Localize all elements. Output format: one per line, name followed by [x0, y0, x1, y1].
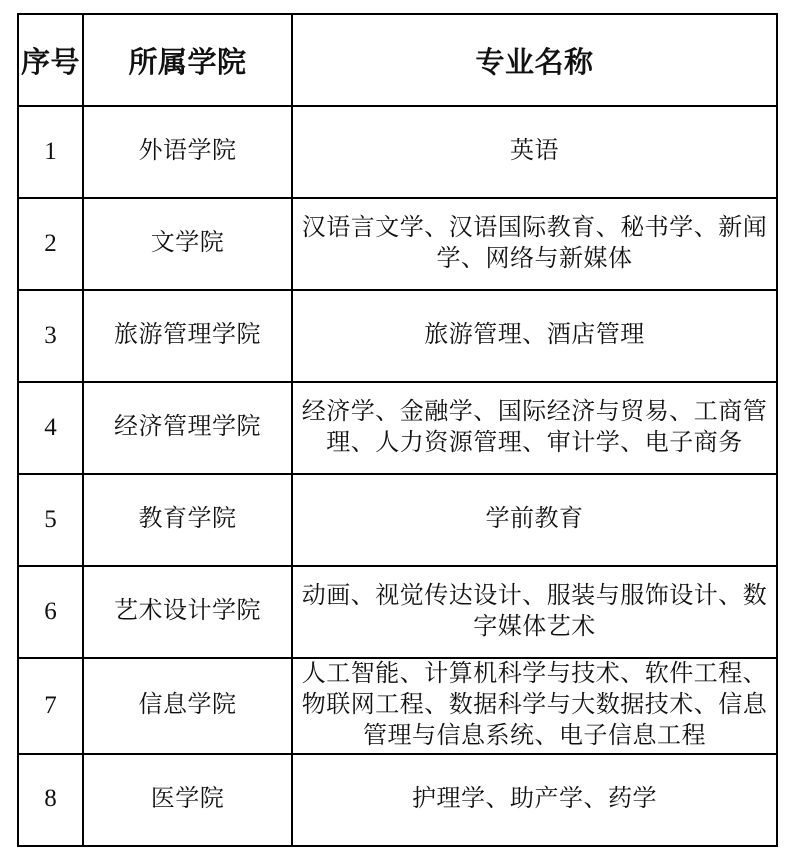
- table-row: [18, 658, 777, 754]
- cell-no: 1: [18, 106, 83, 198]
- cell-college: 医学院: [83, 754, 292, 846]
- table-row: [18, 754, 777, 846]
- cell-majors: 人工智能、计算机科学与技术、软件工程、物联网工程、数据科学与大数据技术、信息管理与信息系统、电子信息工程: [292, 658, 777, 754]
- college-majors-table: [17, 13, 778, 847]
- cell-college: 旅游管理学院: [83, 290, 292, 382]
- cell-college: 艺术设计学院: [83, 566, 292, 658]
- cell-no: 8: [18, 754, 83, 846]
- table-row: [18, 566, 777, 658]
- cell-majors: 汉语言文学、汉语国际教育、秘书学、新闻学、网络与新媒体: [292, 198, 777, 290]
- cell-college: 信息学院: [83, 658, 292, 754]
- cell-no: 5: [18, 474, 83, 566]
- cell-college: 文学院: [83, 198, 292, 290]
- table-row: [18, 198, 777, 290]
- table-row: [18, 474, 777, 566]
- cell-no: 7: [18, 658, 83, 754]
- cell-college: 外语学院: [83, 106, 292, 198]
- cell-no: 2: [18, 198, 83, 290]
- cell-majors: 经济学、金融学、国际经济与贸易、工商管理、人力资源管理、审计学、电子商务: [292, 382, 777, 474]
- column-header-no: 序号: [18, 14, 83, 106]
- table-row: [18, 382, 777, 474]
- cell-majors: 动画、视觉传达设计、服装与服饰设计、数字媒体艺术: [292, 566, 777, 658]
- table-row: [18, 290, 777, 382]
- cell-no: 4: [18, 382, 83, 474]
- cell-college: 教育学院: [83, 474, 292, 566]
- cell-majors: 护理学、助产学、药学: [292, 754, 777, 846]
- cell-no: 3: [18, 290, 83, 382]
- column-header-majors: 专业名称: [292, 14, 777, 106]
- cell-majors: 学前教育: [292, 474, 777, 566]
- cell-college: 经济管理学院: [83, 382, 292, 474]
- cell-no: 6: [18, 566, 83, 658]
- cell-majors: 旅游管理、酒店管理: [292, 290, 777, 382]
- header-row: [18, 14, 777, 106]
- column-header-college: 所属学院: [83, 14, 292, 106]
- cell-majors: 英语: [292, 106, 777, 198]
- table-row: [18, 106, 777, 198]
